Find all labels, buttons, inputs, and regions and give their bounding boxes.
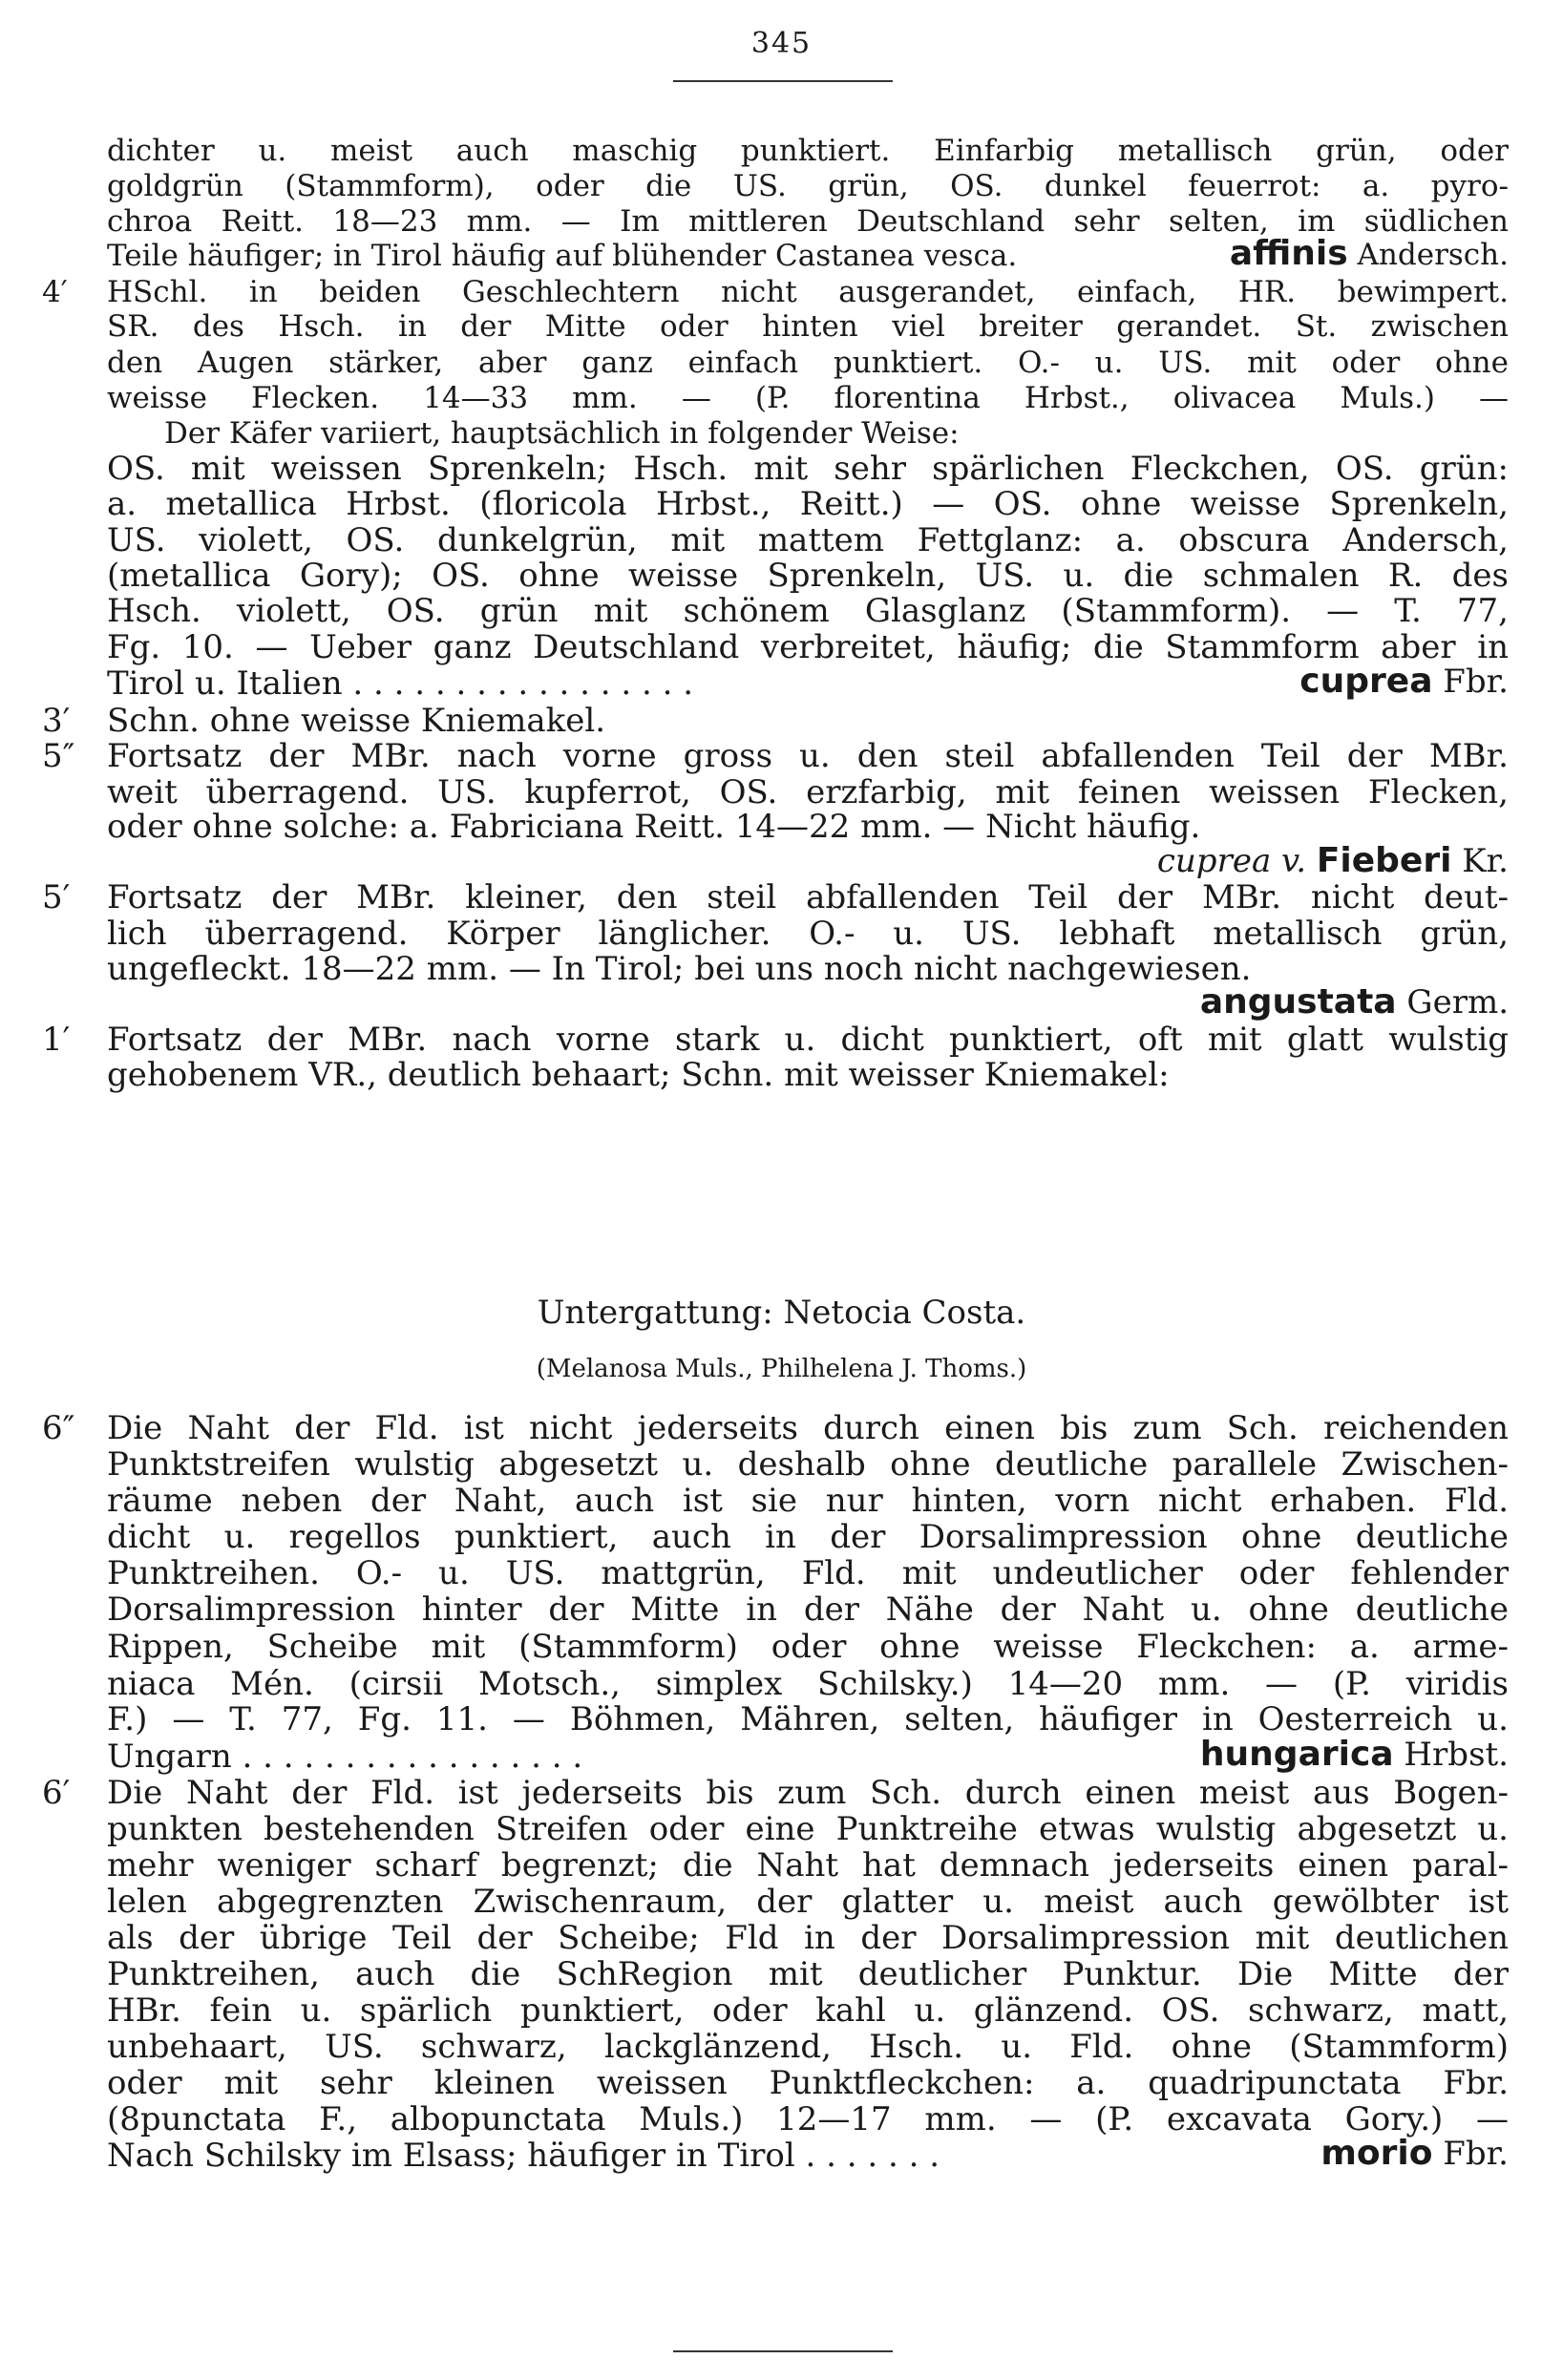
subheading	[0, 1294, 1563, 1332]
text-line	[0, 1883, 1563, 1921]
line-text: (8punctata F., albopunctata Muls.) 12—17 mm. — (P. excavata Gory.) —	[107, 2100, 1509, 2138]
page-number: 345	[750, 27, 813, 60]
species-name: hungarica	[1199, 1735, 1394, 1774]
subheading-note	[0, 1354, 1563, 1384]
species-name: cuprea	[1299, 662, 1433, 701]
line-text: (metallica Gory); OS. ohne weisse Sprenkeln, US. u. die schmalen R. des	[107, 557, 1509, 595]
species-author: Kr.	[1451, 842, 1509, 880]
line-text: Hsch. violett, OS. grün mit schönem Glasglanz (Stammform). — T. 77,	[107, 592, 1509, 630]
text-line	[0, 1518, 1563, 1556]
line-text: weit überragend. US. kupferrot, OS. erzfarbig, mit feinen weissen Flecken,	[107, 773, 1509, 811]
species-name-group	[1200, 1736, 1509, 1774]
species-name-group	[1230, 235, 1509, 274]
line-text: niaca Mén. (cirsii Motsch., simplex Schilsky.) 14—20 mm. — (P. viridis	[107, 1665, 1509, 1703]
line-text: ungefleckt. 18—22 mm. — In Tirol; bei uns noch nicht nachgewiesen.	[107, 950, 1252, 988]
text-line	[0, 1409, 1563, 1447]
line-text: Die Naht der Fld. ist nicht jederseits durch einen bis zum Sch. reichenden	[107, 1409, 1509, 1447]
line-text: den Augen stärker, aber ganz einfach punktiert. O.- u. US. mit oder ohne	[107, 346, 1509, 380]
line-text: lelen abgegrenzten Zwischenraum, der glatter u. meist auch gewölbter ist	[107, 1883, 1509, 1921]
header-rule	[673, 80, 893, 82]
line-text: Fg. 10. — Ueber ganz Deutschland verbreitet, häufig; die Stammform aber in	[107, 628, 1509, 666]
footer-rule	[673, 2350, 893, 2352]
key-marker: 5′	[42, 878, 71, 916]
text-line	[0, 1955, 1563, 1993]
species-author: Germ.	[1396, 983, 1509, 1022]
line-text: oder mit sehr kleinen weissen Punktfleckchen: a. quadripunctata Fbr.	[107, 2064, 1509, 2102]
text-line	[0, 1846, 1563, 1885]
text-line	[0, 915, 1563, 953]
species-name-group	[1157, 842, 1509, 880]
line-text: OS. mit weissen Sprenkeln; Hsch. mit sehr spärlichen Fleckchen, OS. grün:	[107, 450, 1509, 488]
species-name: Fieberi	[1316, 841, 1452, 880]
text-line	[0, 1700, 1563, 1738]
line-text: Nach Schilsky im Elsass; häufiger in Tirol . . . . . . .	[107, 2137, 940, 2175]
text-line	[0, 521, 1563, 559]
line-text: Fortsatz der MBr. nach vorne gross u. den steil abfallenden Teil der MBr.	[107, 737, 1509, 775]
line-text: Punktreihen, auch die SchRegion mit deutlicher Punktur. Die Mitte der	[107, 1955, 1509, 1993]
species-prefix: cuprea v.	[1156, 842, 1317, 880]
text-line	[0, 773, 1563, 811]
line-text: dichter u. meist auch maschig punktiert. Einfarbig metallisch grün, oder	[107, 134, 1509, 168]
text-line	[0, 737, 1563, 775]
species-name: angustata	[1199, 982, 1397, 1022]
line-text: dicht u. regellos punktiert, auch in der Dorsalimpression ohne deutliche	[107, 1518, 1509, 1556]
text-line	[0, 1021, 1563, 1059]
text-line	[0, 1919, 1563, 1957]
line-text: goldgrün (Stammform), oder die US. grün, OS. dunkel feuerrot: a. pyro-	[107, 169, 1509, 203]
text-line	[0, 1991, 1563, 2030]
line-text: Dorsalimpression hinter der Mitte in der Nähe der Naht u. ohne deutliche	[107, 1590, 1509, 1629]
text-line	[0, 702, 1563, 740]
text-line	[0, 1482, 1563, 1520]
text-line	[0, 1628, 1563, 1666]
text-line	[0, 234, 1563, 275]
line-text: Die Naht der Fld. ist jederseits bis zum Sch. durch einen meist aus Bogen-	[107, 1774, 1509, 1812]
line-text: punkten bestehenden Streifen oder eine Punktreihe etwas wulstig abgesetzt u.	[107, 1810, 1509, 1848]
line-text: Schn. ohne weisse Kniemakel.	[107, 702, 606, 740]
text-line	[0, 379, 1563, 417]
text-line	[0, 592, 1563, 630]
text-line	[0, 1810, 1563, 1848]
line-text: gehobenem VR., deutlich behaart; Schn. mit weisser Kniemakel:	[107, 1056, 1170, 1094]
text-line	[0, 167, 1563, 205]
subheading-text: Untergattung: Netocia Costa.	[537, 1294, 1026, 1332]
text-line	[0, 1445, 1563, 1484]
species-author: Fbr.	[1432, 2135, 1509, 2173]
species-name-group	[1299, 663, 1509, 701]
line-text: a. metallica Hrbst. (floricola Hrbst., Reitt.) — OS. ohne weisse Sprenkeln,	[107, 485, 1509, 523]
text-line	[0, 450, 1563, 488]
text-line	[0, 1056, 1563, 1094]
text-line	[0, 557, 1563, 595]
species-name: affinis	[1229, 234, 1348, 273]
text-line	[0, 2100, 1563, 2138]
text-line	[0, 982, 1563, 1023]
species-author: Fbr.	[1432, 663, 1509, 701]
text-line	[0, 1735, 1563, 1776]
text-line	[0, 2028, 1563, 2066]
line-text: räume neben der Naht, auch ist sie nur hinten, vorn nicht erhaben. Fld.	[107, 1482, 1509, 1520]
text-line	[0, 841, 1563, 882]
line-text: weisse Flecken. 14—33 mm. — (P. florentina Hrbst., olivacea Muls.) —	[107, 381, 1509, 415]
species-name: morio	[1320, 2134, 1433, 2173]
line-text: mehr weniger scharf begrenzt; die Naht hat demnach jederseits einen paral-	[107, 1846, 1509, 1885]
line-text: Der Käfer variiert, hauptsächlich in folgender Weise:	[164, 416, 960, 451]
text-line	[0, 132, 1563, 170]
text-line	[0, 414, 1563, 453]
line-text: F.) — T. 77, Fg. 11. — Böhmen, Mähren, selten, häufiger in Oesterreich u.	[107, 1700, 1509, 1738]
key-marker: 6″	[42, 1409, 75, 1447]
text-line	[0, 307, 1563, 346]
line-text: Fortsatz der MBr. nach vorne stark u. dicht punktiert, oft mit glatt wulstig	[107, 1021, 1509, 1059]
key-marker: 3′	[42, 702, 71, 740]
line-text: chroa Reitt. 18—23 mm. — Im mittleren Deutschland sehr selten, im südlichen	[107, 204, 1509, 239]
line-text: Ungarn . . . . . . . . . . . . . . . . .	[107, 1738, 583, 1776]
text-line	[0, 344, 1563, 382]
line-text: Punktstreifen wulstig abgesetzt u. deshalb ohne deutliche parallele Zwischen-	[107, 1445, 1509, 1484]
species-author: Andersch.	[1347, 238, 1509, 272]
line-text: SR. des Hsch. in der Mitte oder hinten viel breiter gerandet. St. zwischen	[107, 309, 1509, 344]
text-line	[0, 878, 1563, 916]
species-author: Hrbst.	[1393, 1736, 1509, 1774]
text-line	[0, 2134, 1563, 2175]
line-text: Tirol u. Italien . . . . . . . . . . . . . . . . .	[107, 664, 694, 703]
line-text: HBr. fein u. spärlich punktiert, oder kahl u. glänzend. OS. schwarz, matt,	[107, 1991, 1509, 2030]
text-line	[0, 485, 1563, 523]
key-marker: 5″	[42, 737, 75, 775]
line-text: oder ohne solche: a. Fabriciana Reitt. 14—22 mm. — Nicht häufig.	[107, 808, 1201, 846]
text-line	[0, 1774, 1563, 1812]
text-line	[0, 1554, 1563, 1592]
line-text: Rippen, Scheibe mit (Stammform) oder ohne weisse Fleckchen: a. arme-	[107, 1628, 1509, 1666]
text-line	[0, 1665, 1563, 1703]
species-name-group	[1320, 2135, 1509, 2173]
key-marker: 1′	[42, 1021, 71, 1059]
subheading-note-text: (Melanosa Muls., Philhelena J. Thoms.)	[536, 1355, 1027, 1383]
text-line	[0, 628, 1563, 666]
line-text: Punktreihen. O.- u. US. mattgrün, Fld. mit undeutlicher oder fehlender	[107, 1554, 1509, 1592]
text-line	[0, 1590, 1563, 1629]
line-text: HSchl. in beiden Geschlechtern nicht ausgerandet, einfach, HR. bewimpert.	[107, 275, 1509, 309]
line-text: als der übrige Teil der Scheibe; Fld in der Dorsalimpression mit deutlichen	[107, 1919, 1509, 1957]
line-text: Teile häufiger; in Tirol häufig auf blühender Castanea vesca.	[107, 239, 1018, 273]
line-text: unbehaart, US. schwarz, lackglänzend, Hsch. u. Fld. ohne (Stammform)	[107, 2028, 1509, 2066]
key-marker: 4′	[42, 275, 68, 309]
text-line	[0, 808, 1563, 846]
line-text: Fortsatz der MBr. kleiner, den steil abfallenden Teil der MBr. nicht deut-	[107, 878, 1509, 916]
species-name-group	[1200, 983, 1509, 1022]
key-marker: 6′	[42, 1774, 71, 1812]
line-text: US. violett, OS. dunkelgrün, mit mattem Fettglanz: a. obscura Andersch,	[107, 521, 1509, 559]
line-text: lich überragend. Körper länglicher. O.- u. US. lebhaft metallisch grün,	[107, 915, 1509, 953]
text-line	[0, 2064, 1563, 2102]
text-line	[0, 273, 1563, 311]
text-line	[0, 664, 1563, 703]
